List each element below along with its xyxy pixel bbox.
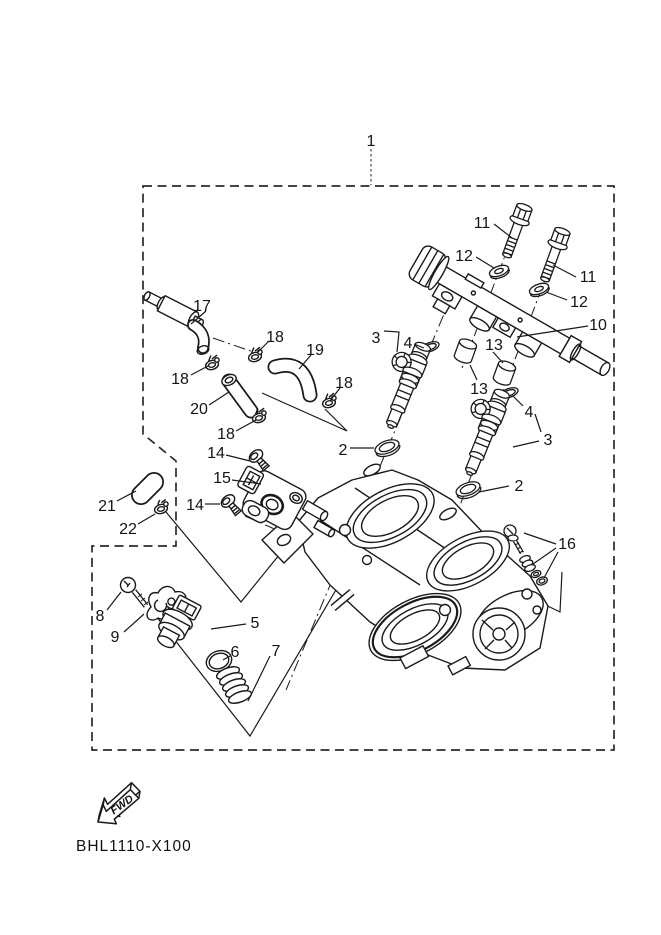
callout-13-label[interactable]: 13 bbox=[485, 337, 503, 354]
tps-group bbox=[121, 578, 253, 706]
callout-12-leader bbox=[546, 292, 567, 300]
callout-8-leader bbox=[107, 592, 121, 610]
callout-14-leader bbox=[226, 455, 250, 461]
part-code: BHL1110-X100 bbox=[76, 838, 192, 855]
washer-12b bbox=[528, 281, 551, 299]
callout-11-label[interactable]: 11 bbox=[473, 215, 491, 232]
callout-13-label[interactable]: 13 bbox=[470, 381, 488, 398]
callout-7-leader bbox=[248, 656, 270, 701]
callout-2-leader bbox=[479, 486, 509, 492]
callout-4-leader bbox=[513, 396, 523, 406]
callout-11-label[interactable]: 11 bbox=[579, 269, 597, 286]
callout-3-leader bbox=[384, 331, 399, 352]
callout-14-label[interactable]: 14 bbox=[207, 445, 225, 462]
callout-9-leader bbox=[124, 614, 144, 632]
callout-18-leader bbox=[191, 366, 208, 375]
callout-18-leader bbox=[236, 420, 256, 431]
callout-19-label[interactable]: 19 bbox=[306, 342, 324, 359]
injector-3a bbox=[368, 335, 433, 432]
spacer-13a bbox=[453, 337, 478, 365]
callout-22-leader bbox=[138, 514, 155, 524]
callout-1-label[interactable]: 1 bbox=[366, 133, 376, 150]
clamp-18b bbox=[203, 354, 221, 371]
callout-9-label[interactable]: 9 bbox=[110, 629, 120, 646]
callout-4-label[interactable]: 4 bbox=[403, 335, 413, 352]
callout-6-label[interactable]: 6 bbox=[230, 644, 240, 661]
callout-3-leader bbox=[513, 441, 539, 447]
bolt-11b bbox=[535, 225, 573, 284]
throttle-pulley bbox=[473, 608, 525, 660]
callout-11-leader bbox=[553, 265, 576, 277]
callout-5-leader bbox=[211, 624, 246, 629]
callout-12-label[interactable]: 12 bbox=[455, 248, 473, 265]
callout-22-label[interactable]: 22 bbox=[119, 521, 137, 538]
callout-16-leader bbox=[524, 533, 556, 544]
callout-18-label[interactable]: 18 bbox=[217, 426, 235, 443]
seal-2a bbox=[373, 437, 402, 460]
callout-16-label[interactable]: 16 bbox=[558, 536, 576, 553]
fwd-label: FWD bbox=[108, 792, 136, 818]
screw-14b bbox=[219, 492, 244, 518]
diagram-border bbox=[92, 186, 614, 750]
callout-5-label[interactable]: 5 bbox=[250, 615, 260, 632]
callout-14-label[interactable]: 14 bbox=[186, 497, 204, 514]
callout-12-leader bbox=[476, 257, 494, 268]
callout-7-label[interactable]: 7 bbox=[271, 643, 281, 660]
fwd-arrow bbox=[89, 779, 148, 832]
callout-2-label[interactable]: 2 bbox=[514, 478, 524, 495]
callout-15-label[interactable]: 15 bbox=[213, 470, 231, 487]
callout-18-label[interactable]: 18 bbox=[266, 329, 284, 346]
callout-18-label[interactable]: 18 bbox=[335, 375, 353, 392]
callout-16-leader bbox=[544, 552, 558, 578]
callout-20-leader bbox=[209, 392, 229, 405]
callout-12-label[interactable]: 12 bbox=[570, 294, 588, 311]
callout-21-label[interactable]: 21 bbox=[98, 498, 116, 515]
callout-8-label[interactable]: 8 bbox=[95, 608, 105, 625]
callout-20-label[interactable]: 20 bbox=[190, 401, 208, 418]
callout-11-leader bbox=[494, 224, 512, 238]
callout-2-label[interactable]: 2 bbox=[338, 442, 348, 459]
callout-13-leader bbox=[470, 365, 477, 380]
callout-18-label[interactable]: 18 bbox=[171, 371, 189, 388]
callout-3-leader bbox=[535, 414, 541, 432]
clamp-22 bbox=[152, 498, 170, 515]
seal-2b bbox=[454, 479, 483, 502]
fasteners-drawing bbox=[368, 201, 573, 501]
callout-4-label[interactable]: 4 bbox=[524, 404, 534, 421]
callout-17-label[interactable]: 17 bbox=[193, 298, 211, 315]
callout-10-label[interactable]: 10 bbox=[589, 317, 607, 334]
callout-3-label[interactable]: 3 bbox=[543, 432, 553, 449]
callout-3-label[interactable]: 3 bbox=[371, 330, 381, 347]
